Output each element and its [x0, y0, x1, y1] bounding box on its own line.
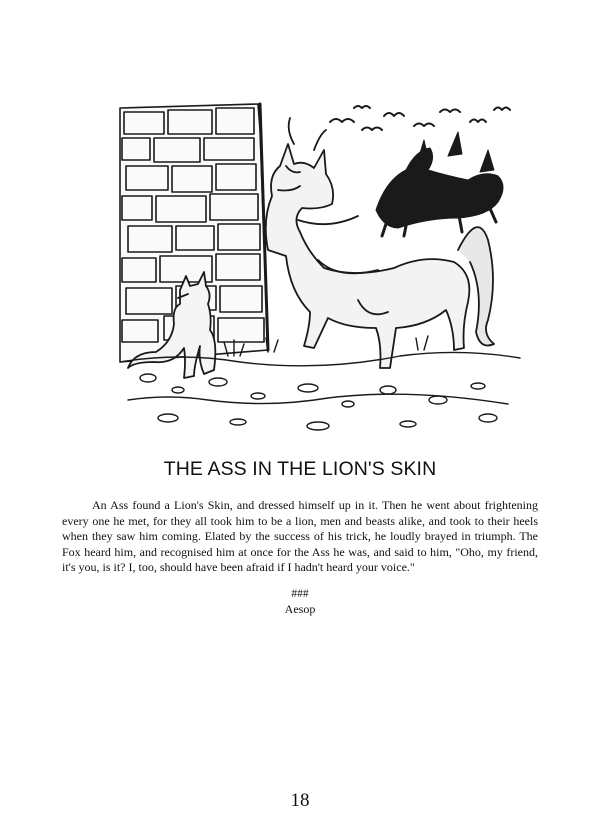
story-author: Aesop: [284, 602, 316, 616]
page-number: 18: [290, 790, 310, 811]
section-separator: ###: [291, 588, 309, 600]
story-body: An Ass found a Lion's Skin, and dressed himself up in it. Then he went about frightening every one he met, for they all took him to be a lion, men and beasts alike, and took to their heels when they saw him coming. Elated by the success of his trick, he loudly brayed in triumph. The Fox heard him, and recognised him at once for the Ass he was, and said to him, "Oho, my friend, it's you, is it? I, too, should have been afraid if I hadn't heard your voice.": [62, 498, 538, 574]
donkey-in-lion-skin: [266, 118, 494, 368]
birds: [330, 106, 510, 130]
fable-illustration: [118, 100, 522, 440]
fleeing-animals: [376, 132, 503, 236]
story-title: THE ASS IN THE LION'S SKIN: [163, 458, 437, 480]
